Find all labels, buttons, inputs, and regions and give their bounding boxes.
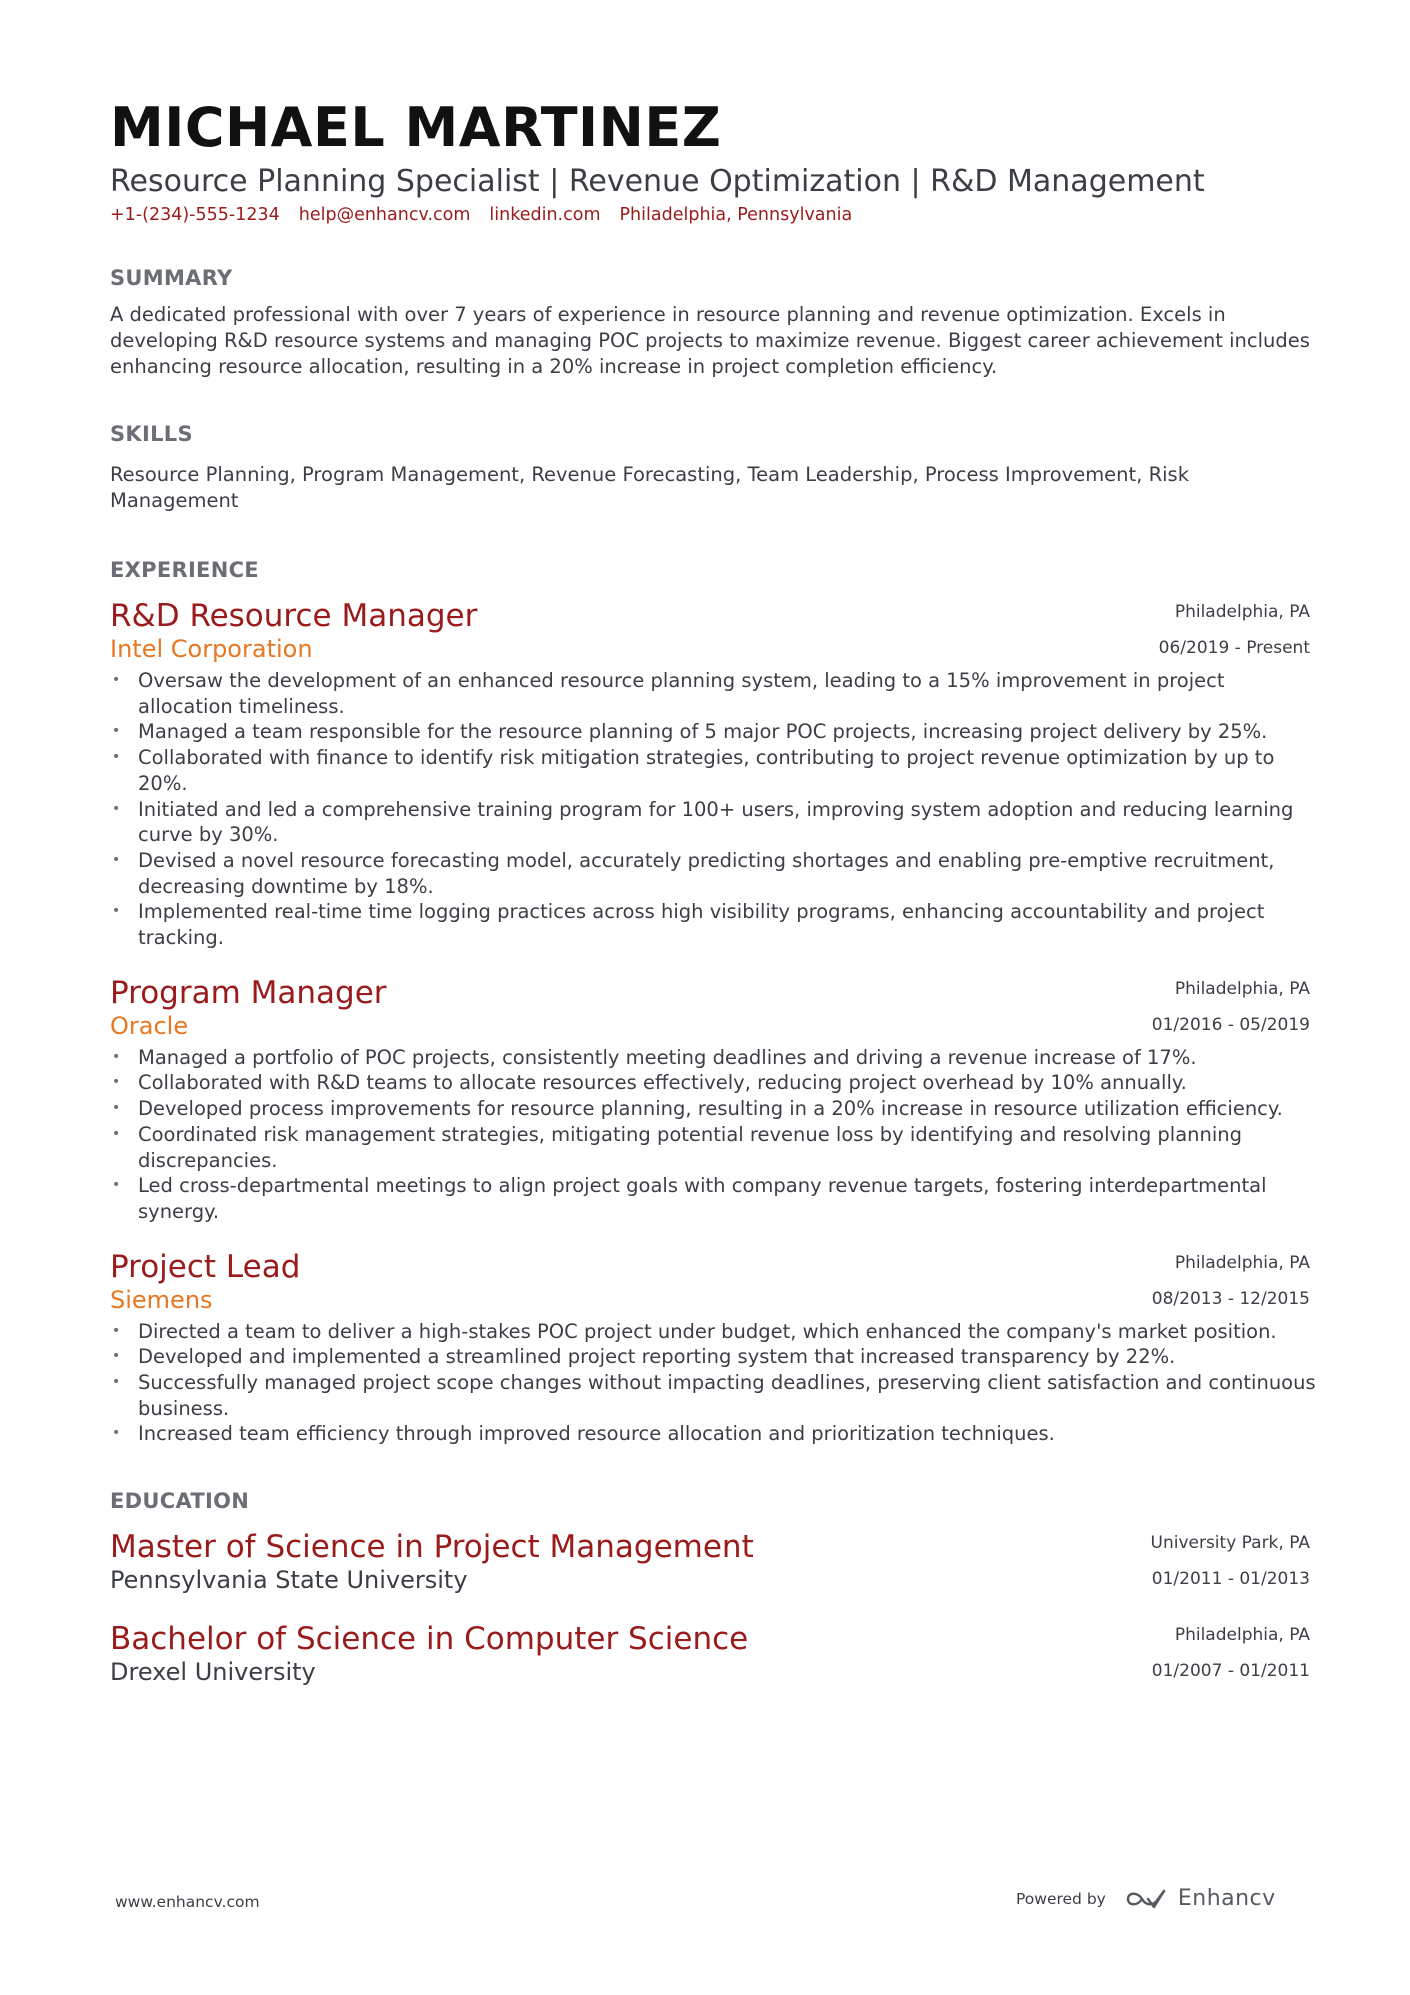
job-title: R&D Resource Manager (110, 598, 478, 634)
bullet-item: • Collaborated with R&D teams to allocate resources effectively, reducing project overhead by 10% annually. (112, 1071, 1187, 1095)
summary-heading: SUMMARY (110, 266, 233, 290)
degree-title: Master of Science in Project Management (110, 1529, 754, 1566)
school-location: University Park, PA (1150, 1533, 1310, 1554)
contact-location: Philadelphia, Pennsylvania (619, 205, 853, 225)
bullet-dot-icon: • (112, 1125, 121, 1142)
education-heading: EDUCATION (110, 1489, 250, 1514)
summary-text: A dedicated professional with over 7 years of experience in resource planning and revenue optimization. Excels in developing R&D resource systems and managing POC projects to maximize revenue. Biggest career achievement includes enhancing resource allocation, resulting in a 20% increase in project completion efficiency. (110, 303, 1310, 378)
bullet-dot-icon: • (112, 1100, 121, 1117)
company-name: Siemens (110, 1285, 213, 1314)
bullet-dot-icon: • (112, 749, 121, 766)
bullet-dot-icon: • (112, 672, 121, 688)
school-name: Drexel University (110, 1658, 316, 1687)
experience-entry (110, 596, 1310, 951)
candidate-title: Resource Planning Specialist | Revenue Optimization | R&D Management (110, 164, 1205, 199)
bullet-dot-icon: • (112, 800, 121, 817)
job-location: Philadelphia, PA (1174, 1252, 1310, 1273)
enhancv-logo-icon (1124, 1887, 1168, 1911)
skills-section (110, 420, 1310, 514)
education-entry (110, 1619, 1310, 1687)
experience-heading: EXPERIENCE (110, 558, 259, 582)
enhancv-logo-text: Enhancv (1177, 1886, 1276, 1911)
job-dates: 06/2019 - Present (1158, 638, 1310, 658)
job-location: Philadelphia, PA (1174, 978, 1310, 999)
bullet-dot-icon: • (112, 851, 121, 868)
enhancv-logo[interactable] (1124, 1886, 1276, 1911)
bullet-item: • Successfully managed project scope changes without impacting deadlines, preserving client satisfaction and continuous business. (112, 1371, 1316, 1420)
bullet-item: • Devised a novel resource forecasting model, accurately predicting shortages and enabling pre-emptive recruitment, decreasing downtime by 18%. (112, 848, 1275, 898)
bullet-item: • Directed a team to deliver a high-stakes POC project under budget, which enhanced the company's market position. (112, 1319, 1277, 1343)
bullet-item: • Increased team efficiency through improved resource allocation and prioritization techniques. (112, 1422, 1055, 1446)
bullet-dot-icon: • (112, 1074, 121, 1091)
contact-line (110, 202, 1310, 228)
bullet-item: • Collaborated with finance to identify risk mitigation strategies, contributing to project revenue optimization by up to 20%. (112, 746, 1275, 795)
experience-entry (110, 1247, 1316, 1448)
school-dates: 01/2011 - 01/2013 (1151, 1569, 1310, 1590)
footer-branding (1016, 1886, 1276, 1911)
contact-phone[interactable]: +1-(234)-555-1234 (110, 205, 280, 225)
bullet-item: • Managed a portfolio of POC projects, consistently meeting deadlines and driving a revenue increase of 17%. (112, 1045, 1197, 1069)
skills-heading: SKILLS (110, 422, 193, 446)
bullet-item: • Oversaw the development of an enhanced resource planning system, leading to a 15% improvement in project allocation timeliness. (112, 669, 1225, 718)
skills-text: Resource Planning, Program Management, Revenue Forecasting, Team Leadership, Process Improvement, Risk Management (110, 463, 1190, 512)
bullet-dot-icon: • (112, 1177, 121, 1194)
bullet-dot-icon: • (112, 1374, 121, 1391)
job-dates: 01/2016 - 05/2019 (1151, 1014, 1310, 1035)
experience-entry (110, 973, 1310, 1225)
job-bullets (110, 668, 1310, 951)
bullet-item: • Managed a team responsible for the resource planning of 5 major POC projects, increasing project delivery by 25%. (112, 720, 1268, 744)
degree-title: Bachelor of Science in Computer Science (110, 1621, 749, 1658)
bullet-item: • Initiated and led a comprehensive training program for 100+ users, improving system adoption and reducing learning curve by 30%. (112, 797, 1294, 847)
bullet-item: • Developed process improvements for resource planning, resulting in a 20% increase in resource utilization efficiency. (112, 1097, 1283, 1121)
bullet-item: • Led cross-departmental meetings to align project goals with company revenue targets, fostering interdepartmental synergy. (112, 1174, 1267, 1223)
powered-by-label: Powered by (1016, 1889, 1106, 1908)
bullet-item: • Coordinated risk management strategies, mitigating potential revenue loss by identifying and resolving planning discrepancies. (112, 1122, 1243, 1172)
company-name: Oracle (110, 1011, 189, 1040)
job-location: Philadelphia, PA (1174, 602, 1310, 622)
job-dates: 08/2013 - 12/2015 (1151, 1288, 1310, 1309)
job-title: Program Manager (110, 974, 387, 1011)
school-dates: 01/2007 - 01/2011 (1151, 1661, 1310, 1682)
education-entry (110, 1527, 1310, 1595)
bullet-dot-icon: • (112, 1348, 121, 1365)
education-section (110, 1487, 1310, 1687)
footer-website[interactable]: www.enhancv.com (115, 1893, 260, 1911)
bullet-dot-icon: • (112, 723, 121, 740)
bullet-dot-icon: • (112, 1322, 121, 1339)
contact-email[interactable]: help@enhancv.com (298, 205, 471, 225)
job-title: Project Lead (110, 1248, 301, 1285)
job-bullets (110, 1045, 1310, 1225)
summary-section (110, 264, 1310, 380)
resume-header (110, 96, 1310, 228)
resume-page (110, 96, 1316, 1687)
school-name: Pennsylvania State University (110, 1566, 468, 1595)
bullet-item: • Implemented real-time time logging practices across high visibility programs, enhancing accountability and project tracking. (112, 900, 1265, 950)
company-name: Intel Corporation (110, 635, 313, 663)
experience-section (110, 556, 1316, 1447)
school-location: Philadelphia, PA (1174, 1625, 1310, 1646)
bullet-dot-icon: • (112, 903, 121, 920)
bullet-item: • Developed and implemented a streamlined project reporting system that increased transparency by 22%. (112, 1345, 1176, 1369)
bullet-dot-icon: • (112, 1425, 121, 1442)
bullet-dot-icon: • (112, 1048, 121, 1065)
candidate-name: MICHAEL MARTINEZ (110, 96, 722, 159)
contact-linkedin[interactable]: linkedin.com (489, 205, 601, 225)
job-bullets (110, 1319, 1316, 1448)
